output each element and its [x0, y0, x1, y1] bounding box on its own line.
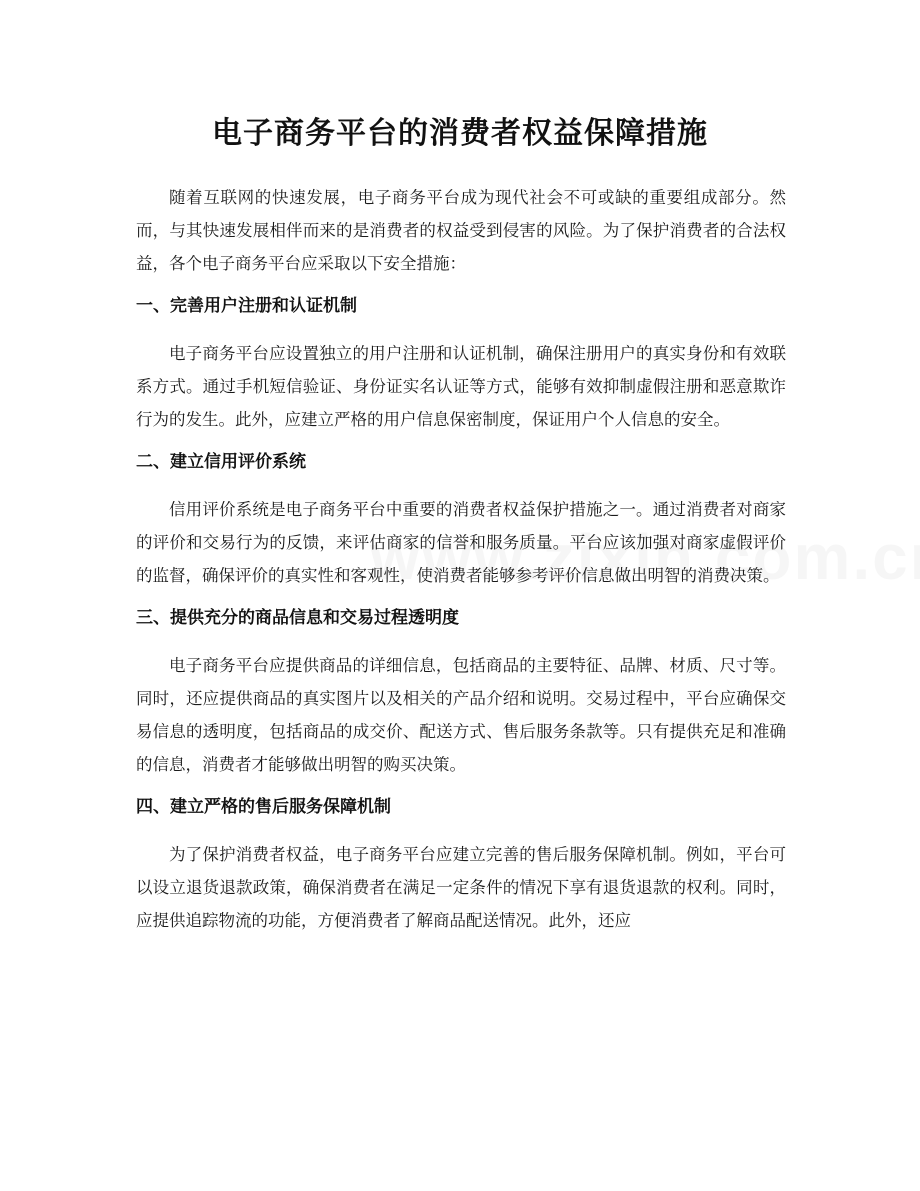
document-body: [136, 181, 786, 937]
section-heading-2: 二、建立信用评价系统: [136, 452, 306, 472]
section-paragraph-1: 电子商务平台应设置独立的用户注册和认证机制，确保注册用户的真实身份和有效联系方式。通过手机短信验证、身份证实名认证等方式，能够有效抑制虚假注册和恶意欺诈行为的发生。此外，应建立严格的用户信息保密制度，保证用户个人信息的安全。: [136, 344, 786, 429]
section-heading-4: 四、建立严格的售后服务保障机制: [136, 797, 391, 817]
section-paragraph-4: 为了保护消费者权益，电子商务平台应建立完善的售后服务保障机制。例如，平台可以设立退货退款政策，确保消费者在满足一定条件的情况下享有退货退款的权利。同时，应提供追踪物流的功能，方便消费者了解商品配送情况。此外，还应: [136, 845, 786, 930]
section-paragraph-3: 电子商务平台应提供商品的详细信息，包括商品的主要特征、品牌、材质、尺寸等。同时，还应提供商品的真实图片以及相关的产品介绍和说明。交易过程中，平台应确保交易信息的透明度，包括商品的成交价、配送方式、售后服务条款等。只有提供充足和准确的信息，消费者才能够做出明智的购买决策。: [136, 656, 786, 774]
section-paragraph-2: 信用评价系统是电子商务平台中重要的消费者权益保护措施之一。通过消费者对商家的评价和交易行为的反馈，来评估商家的信誉和服务质量。平台应该加强对商家虚假评价的监督，确保评价的真实性和客观性，使消费者能够参考评价信息做出明智的消费决策。: [136, 500, 786, 585]
section-heading-1: 一、完善用户注册和认证机制: [136, 296, 357, 316]
document-title: 电子商务平台的消费者权益保障措施: [212, 116, 708, 151]
intro-paragraph: 随着互联网的快速发展，电子商务平台成为现代社会不可或缺的重要组成部分。然而，与其快速发展相伴而来的是消费者的权益受到侵害的风险。为了保护消费者的合法权益，各个电子商务平台应采取以下安全措施：: [136, 188, 786, 273]
section-heading-3: 三、提供充分的商品信息和交易过程透明度: [136, 608, 459, 628]
